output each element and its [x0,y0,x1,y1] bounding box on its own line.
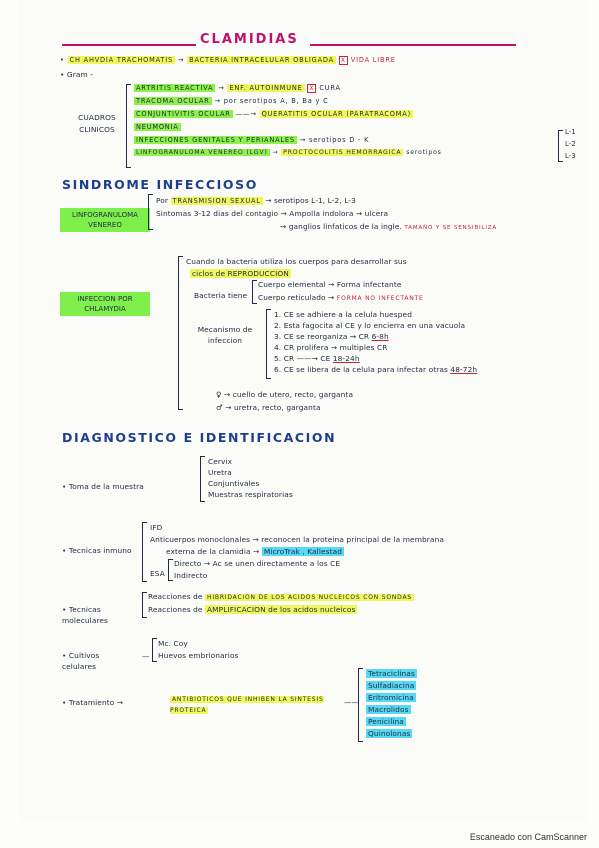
infeccion-text: FORMA NO INFECTANTE [336,295,424,302]
organism-name: CH AHVDIA TRACHOMATIS [69,56,173,64]
step-5: 5. CR ——→ CE 18-24h [274,354,360,363]
cuerpo-reticulado: Cuerpo reticulado → FORMA NO INFECTANTE [258,293,424,302]
diag-text: externa de la clamidia [166,547,251,556]
cuadro-text: QUERATITIS OCULAR (PARATRACOMA) [261,110,411,118]
cuadro-text: ENF. AUTOINMUNE [229,84,303,92]
title-underline-left [62,44,196,46]
notes-page [18,0,588,822]
step-text: 18-24h [332,354,360,363]
step-text: 6-8h [371,332,389,341]
male-line: ♂ → uretra, recto, garganta [216,403,321,412]
reaccion-1 [148,592,414,601]
cuadro-text: por serotipos A, B, Ba y C [223,97,329,105]
antibiotico-1 [366,669,417,678]
section-title-sindrome: SINDROME INFECCIOSO [62,177,258,192]
male-icon: ♂ [216,403,223,412]
intro-line-1: • CH AHVDIA TRACHOMATIS → BACTERIA INTRACELULAR OBLIGADA X VIDA LIBRE [60,56,396,64]
infeccion-text: cuello de utero, recto, garganta [232,390,354,399]
tecnicas-inmuno-label: • Tecnicas inmuno [62,546,132,555]
mecanismo-label: Mecanismo de infeccion [197,325,253,345]
sindrome-text: 3-12 dias del contagio [193,209,279,218]
cultivos-bracket [152,638,157,662]
serotipos-bracket [558,130,563,162]
step-text: 6. CE se libera de la celula para infectar otras [274,365,448,374]
cultivos-dash: — [142,652,150,661]
cultivo-2: Huevos embrionarios [158,651,239,660]
tratamiento-text [170,694,340,716]
sindrome-text: Por [156,196,169,205]
checkbox-icon: X [307,84,316,93]
intro-line-2: • Gram - [60,70,94,79]
antibiotico-text: Eritromicina [368,693,414,702]
cuadro-text: TRACOMA OCULAR [136,97,210,105]
cuadro-text: serotipos D - K [308,136,370,144]
step-text: 5. CR [274,354,295,363]
antibiotico-text: Tetraciclinas [368,669,415,678]
step-3: 3. CE se reorganiza ⇝ CR 6-8h [274,332,389,341]
antibiotico-5 [366,717,406,726]
diag-text: Tratamiento [68,698,115,707]
esa-text: ESA [150,569,165,578]
cuadro-text: PROCTOCOLITIS HEMORRAGICA [283,149,402,156]
diag-text: ANTIBIOTICOS QUE INHIBEN LA SINTESIS PROTEICA [170,696,324,714]
cuadro-item-2: TRACOMA OCULAR → por serotipos A, B, Ba y C [136,97,329,105]
infeccion-label: INFECCION POR CHLAMYDIA [60,292,150,316]
antibiotico-4 [366,705,411,714]
sindrome-text: TAMAÑO Y SE SENSIBILIZA [404,225,498,231]
diag-text: Toma de la muestra [68,482,144,491]
inmuno-bracket [142,522,147,582]
female-line: ♀ → cuello de utero, recto, garganta [216,390,354,399]
cuadro-text: LINFOGRANULOMA VENEREO (LGV) [136,149,268,156]
infeccion-text: Cuerpo reticulado [258,293,326,302]
diag-text: Directo [174,559,202,568]
cuadro-text: INFECCIONES GENITALES Y PERIANALES [136,136,295,144]
muestra-2: Uretra [208,468,232,477]
cuadro-item-1: ARTRITIS REACTIVA → ENF. AUTOINMUNE X CURA [136,84,341,92]
infeccion-text: Cuerpo elemental [258,280,326,289]
diag-text: Tecnicas moleculares [62,605,109,625]
scanner-footer: Escaneado con CamScanner [469,832,587,842]
infeccion-bracket [178,256,183,410]
sindrome-text: ganglios linfaticos de la ingle. [288,222,402,231]
muestra-4: Muestras respiratorias [208,490,293,499]
sindrome-text: ulcera [364,209,389,218]
cuadro-text: serotipos [406,149,442,156]
diag-text: Ac se unen directamente a los CE [212,559,341,568]
tratamiento-arrow: —— [344,698,359,707]
antibiotico-text: Macrolidos [368,705,409,714]
step-text: CE [320,354,331,363]
toma-label: • Toma de la muestra [62,482,144,491]
diag-text: Cultivos celulares [62,651,100,671]
tecnicas-mol-label: • Tecnicas moleculares [62,605,109,625]
esa-bracket [168,559,173,581]
cuadros-bracket [126,84,131,168]
diag-text: MicroTrak , Kallestad [263,547,342,556]
infeccion-text: uretra, recto, garganta [233,403,321,412]
directo-line: Directo → Ac se unen directamente a los CE [174,559,341,568]
sindrome-text: serotipos L-1, L-2, L-3 [273,196,356,205]
title-underline-right [310,44,516,46]
cuadro-text: NEUMONIA [136,123,179,131]
indirecto-line: Indirecto [174,571,208,580]
step-6 [274,365,477,374]
bacteria-tiene: Bacteria tiene [194,291,248,300]
step-text: multiples CR [339,343,388,352]
diag-text: Anticuerpos monoclonales [150,535,251,544]
diag-text: HIBRIDACION DE LOS ACIDOS NUCLEICOS CON SONDAS [207,594,412,601]
infeccion-intro-2 [190,269,291,278]
antibiotico-text: Sulfadiacina [368,681,415,690]
diag-text: Reacciones de [148,605,203,614]
step-4: 4. CR prolifera ⇝ multiples CR [274,343,388,352]
antibiotico-2 [366,681,416,690]
sindrome-text: Sintomas [156,209,192,218]
diag-text: Reacciones de [148,592,203,601]
muestra-3: Conjuntivales [208,479,260,488]
antibiotico-text: Penicilina [368,717,404,726]
infeccion-text: ciclos de REPRODUCCION [192,269,289,278]
serotipo-l3: L-3 [565,152,576,160]
sindrome-line-3: ⇝ ganglios linfaticos de la ingle. TAMAÑO Y SE SENSIBILIZA [280,222,498,231]
cuadro-item-5: INFECCIONES GENITALES Y PERIANALES → serotipos D - K [136,136,370,144]
cuerpo-elemental: Cuerpo elemental → Forma infectante [258,280,402,289]
cuadro-text: CONJUNTIVITIS OCULAR [136,110,231,118]
cuadro-item-4 [134,123,181,131]
cultivos-label: • Cultivos celulares [62,651,100,671]
sindrome-line-1: Por TRANSMISION SEXUAL → serotipos L-1, L-2, L-3 [156,196,356,205]
cuadro-text: ARTRITIS REACTIVA [136,84,214,92]
step-text: 48-72h [450,365,478,374]
sindrome-line-2: Sintomas 3-12 dias del contagio → Ampolla indolora ⇝ ulcera [156,209,389,218]
antibiotico-3 [366,693,416,702]
ifd-text: IFD [150,523,163,532]
step-text: 4. CR prolifera [274,343,329,352]
lgv-label: LINFOGRANULOMA VENEREO [60,208,150,232]
diag-text: Tecnicas inmuno [68,546,132,555]
cuadros-label: CUADROS CLINICOS [78,113,116,134]
step-2: 2. Esta fagocita al CE y lo encierra en una vacuola [274,321,466,330]
cuadro-item-3: CONJUNTIVITIS OCULAR ——→ QUERATITIS OCULAR (PARATRACOMA) [136,110,411,118]
serotipo-l1: L-1 [565,128,576,136]
step-text: 3. CE se reorganiza [274,332,348,341]
sindrome-text: TRANSMISION SEXUAL [172,197,261,205]
antibiotico-text: Quinolonas [368,729,411,738]
step-1: 1. CE se adhiere a la celula huesped [274,310,412,319]
cultivo-1: Mc. Coy [158,639,188,648]
infeccion-intro: Cuando la bacteria utiliza los cuerpos para desarrollar sus [186,257,407,266]
mecanismo-bracket [266,309,271,379]
mol-bracket [142,592,147,618]
step-text: CR [358,332,370,341]
externa-line: externa de la clamidia → MicroTrak , Kallestad [166,547,342,556]
sindrome-bracket [148,194,153,230]
anticuerpos-line: Anticuerpos monoclonales → reconocen la proteina principal de la membrana [150,535,444,544]
muestras-bracket [200,456,205,502]
cuadro-item-6: LINFOGRANULOMA VENEREO (LGV) → PROCTOCOLITIS HEMORRAGICA serotipos [136,149,442,156]
reaccion-2 [148,605,357,614]
muestra-1: Cervix [208,457,233,466]
antibiotico-6 [366,729,412,738]
page-title: CLAMIDIAS [200,32,299,47]
serotipo-l2: L-2 [565,140,576,148]
infeccion-text: Forma infectante [336,280,402,289]
vida-libre-text: VIDA LIBRE [350,56,396,64]
cuadro-text: CURA [319,84,341,92]
antibioticos-bracket [358,668,363,742]
intracellular-text: BACTERIA INTRACELULAR OBLIGADA [189,56,334,64]
diag-text: reconocen la proteina principal de la membrana [261,535,444,544]
cuerpos-bracket [252,280,257,304]
sindrome-text: Ampolla indolora [289,209,354,218]
gram-text: Gram - [66,70,94,79]
section-title-diagnostico: DIAGNOSTICO E IDENTIFICACION [62,430,337,445]
tratamiento-label: • Tratamiento → [62,698,124,707]
female-icon: ♀ [216,390,222,399]
diag-text: AMPLIFICACION de los acidos nucleicos [207,605,356,614]
checkbox-icon: X [339,56,348,65]
